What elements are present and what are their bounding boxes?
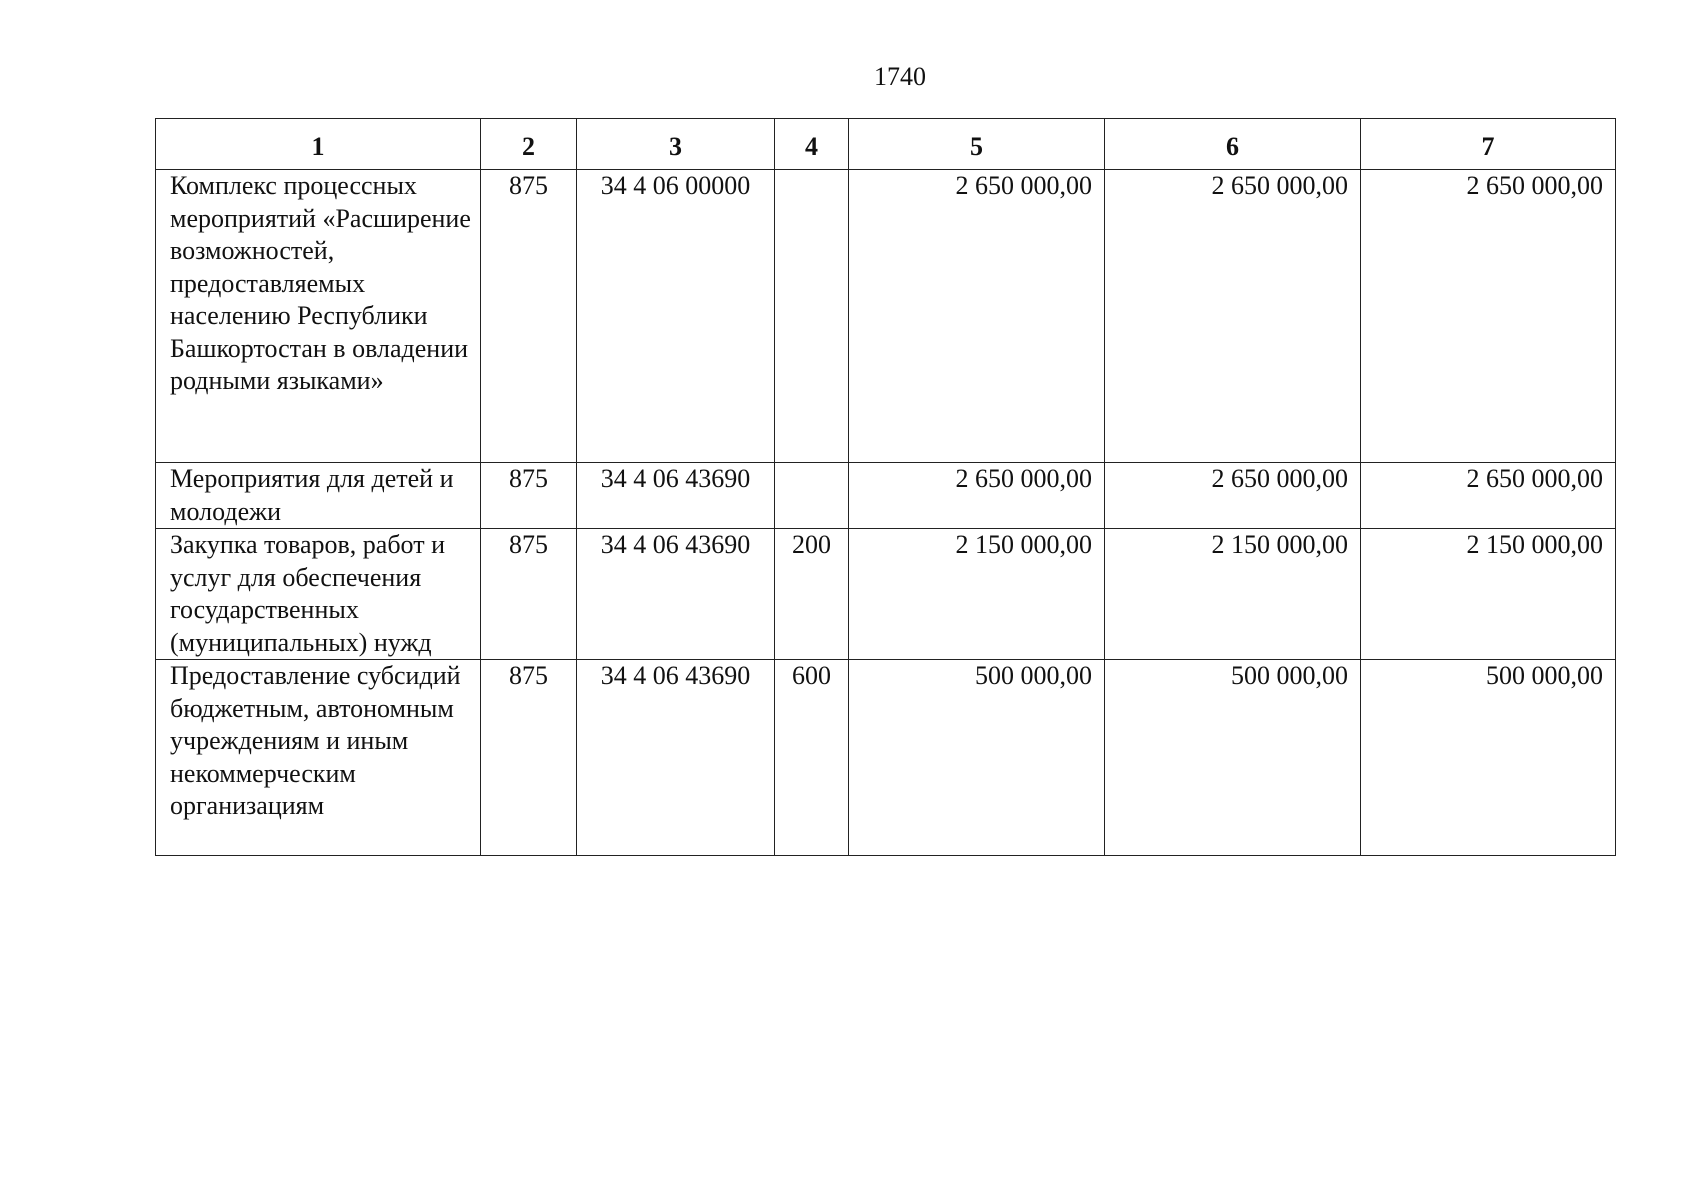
- row-amount-7: 2 650 000,00: [1361, 463, 1616, 529]
- row-name: Закупка товаров, работ и услуг для обеспечения государственных (муниципальных) нужд: [156, 529, 481, 660]
- table-header-row: [156, 119, 1616, 170]
- table-row: [156, 170, 1616, 463]
- row-target-article: 34 4 06 00000: [577, 170, 775, 463]
- row-expense-type: [775, 463, 849, 529]
- row-code: 875: [481, 170, 577, 463]
- row-amount-6: 2 650 000,00: [1105, 170, 1361, 463]
- row-expense-type: 200: [775, 529, 849, 660]
- column-header-5: 5: [849, 119, 1105, 170]
- row-target-article: 34 4 06 43690: [577, 463, 775, 529]
- row-target-article: 34 4 06 43690: [577, 660, 775, 856]
- row-amount-5: 2 150 000,00: [849, 529, 1105, 660]
- column-header-7: 7: [1361, 119, 1616, 170]
- row-name: Мероприятия для детей и молодежи: [156, 463, 481, 529]
- row-code: 875: [481, 463, 577, 529]
- row-expense-type: [775, 170, 849, 463]
- column-header-2: 2: [481, 119, 577, 170]
- row-code: 875: [481, 529, 577, 660]
- row-amount-5: 500 000,00: [849, 660, 1105, 856]
- row-amount-6: 2 650 000,00: [1105, 463, 1361, 529]
- column-header-1: 1: [156, 119, 481, 170]
- row-name: Комплекс процессных мероприятий «Расширение возможностей, предоставляемых населению Республики Башкортостан в овладении родными языками»: [156, 170, 481, 463]
- row-amount-6: 2 150 000,00: [1105, 529, 1361, 660]
- row-amount-7: 2 150 000,00: [1361, 529, 1616, 660]
- row-code: 875: [481, 660, 577, 856]
- column-header-3: 3: [577, 119, 775, 170]
- row-target-article: 34 4 06 43690: [577, 529, 775, 660]
- column-header-4: 4: [775, 119, 849, 170]
- row-name: Предоставление субсидий бюджетным, автономным учреждениям и иным некоммерческим организациям: [156, 660, 481, 856]
- column-header-6: 6: [1105, 119, 1361, 170]
- row-amount-7: 500 000,00: [1361, 660, 1616, 856]
- row-expense-type: 600: [775, 660, 849, 856]
- row-amount-7: 2 650 000,00: [1361, 170, 1616, 463]
- page-number: 1740: [874, 62, 926, 91]
- row-amount-5: 2 650 000,00: [849, 170, 1105, 463]
- budget-table: [155, 118, 1616, 856]
- table-row: [156, 529, 1616, 660]
- row-amount-5: 2 650 000,00: [849, 463, 1105, 529]
- row-amount-6: 500 000,00: [1105, 660, 1361, 856]
- table-row: [156, 660, 1616, 856]
- table-row: [156, 463, 1616, 529]
